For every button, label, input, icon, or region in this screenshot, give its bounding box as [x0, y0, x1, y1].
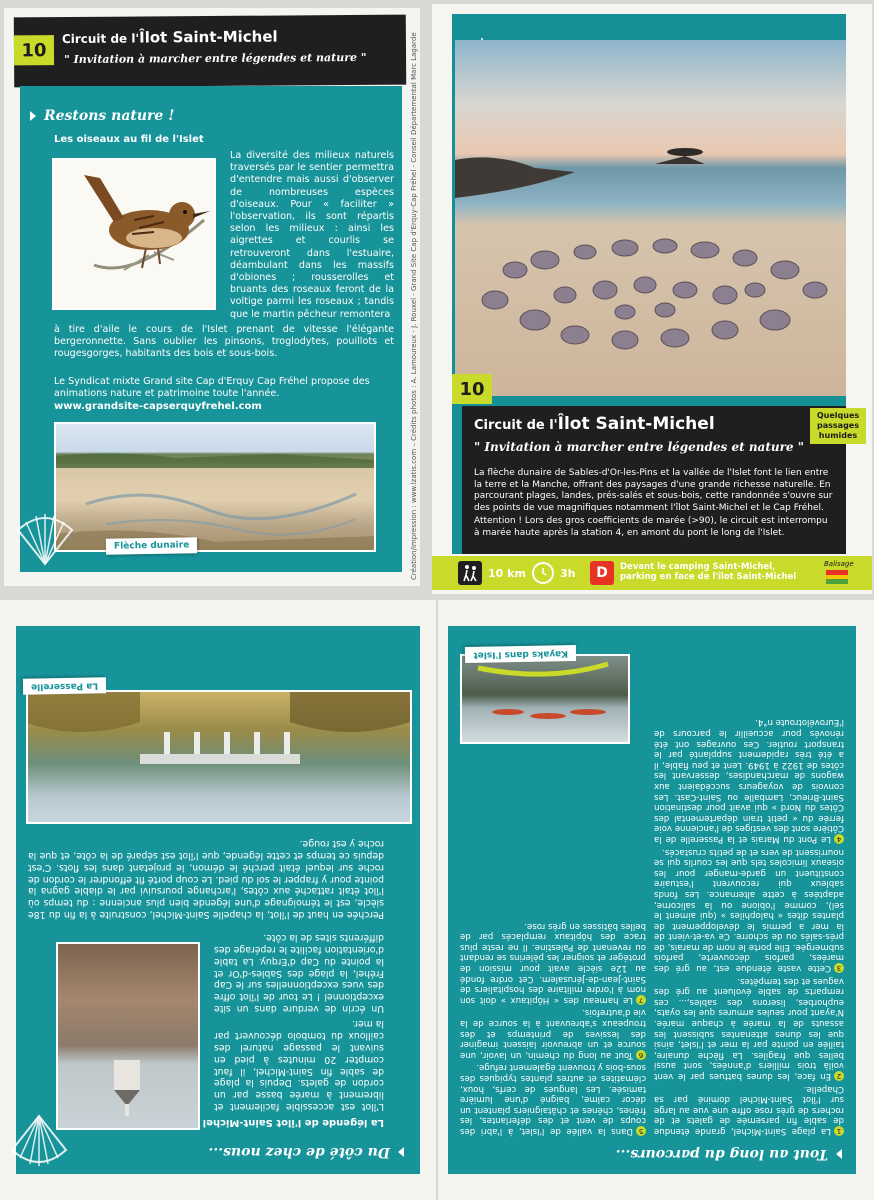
- arrow-right-icon: [836, 1149, 842, 1159]
- clock-icon: [532, 562, 554, 584]
- passerelle-caption: La Passerelle: [23, 677, 106, 694]
- stop-5-marker: 5: [636, 1126, 646, 1136]
- top-right-cover-panel: [452, 14, 860, 554]
- river-channels-icon: [56, 424, 376, 552]
- stop-1-marker: 1: [834, 1126, 844, 1136]
- legend-paragraph-3: Perchée en haut de l'îlot, la chapelle Saint-Michel, construite à la fin du 18e siècle, est le témoignage d'une légende bien plus ancienne : du temps où l'îlot était rattaché aux côtes, l'archange poursuivi par le diable gagna la pointe pour y frapper le sol du pied. Le coup porté fit effondrer le cordon de roche sur lequel était perché le démon, le projetant dans les flots. C'est depuis ce temps et cette légende, que l'îlot est séparé de la côte, et que la roche y est rouge.: [28, 838, 384, 920]
- scallop-shell-icon: [8, 1114, 70, 1170]
- birds-paragraph-bottom: à tire d'aile le cours de l'Islet prenant de vitesse l'élégante bergeronnette. Sans oublier les pinsons, troglodytes, pouillots et rougesgorges, habitants des bois et sous-bois.: [54, 324, 394, 360]
- humid-passages-badge: Quelques passages humides: [810, 408, 866, 444]
- birds-paragraph-right: La diversité des milieux naturels traversés par le sentier permettra d'entendre mais aussi d'observer de nombreuses espèces d'oiseaux. Pour « faciliter » l'observation, ils sont répartis selon les milieux : ainsi les aigrettes et courlis se retrouveront dans l'estuaire, déambulant dans les massifs d'obiones ; rousserolles et bruants des roseaux feront de la voltige parmi les roseaux ; tandis que le martin pêcheur remontera: [230, 150, 394, 320]
- legend-paragraph-1: L'îlot est accessible facilement et librement à marée basse par un cordon de galets. Depuis la plage de sable fin Saint-Michel, il faut compter 20 minutes à pied en suivant le passage naturel des cailloux du tombolo découvert par la mer.: [214, 1018, 384, 1112]
- arrow-right-icon: [30, 111, 36, 121]
- chapel-icon: [56, 942, 198, 1128]
- passerelle-photo: [26, 690, 412, 824]
- subheading-oiseaux: Les oiseaux au fil de l'Islet: [54, 134, 204, 145]
- stop-3-marker: 3: [834, 963, 844, 973]
- top-right-title-band: [462, 406, 846, 554]
- footbridge-icon: [26, 690, 410, 822]
- chapel-photo: [56, 942, 200, 1130]
- balisage-marker: [826, 570, 848, 584]
- legend-paragraph-2: Un écrin de verdure dans un site exceptionnel ! Le tour de l'îlot offre des vues exceptionnelles sur le Cap Fréhel, la plage des Sables-d'Or et la pointe du Cap d'Erquy. La table d'orientation facilite le repérage des différents sites de la côte.: [214, 932, 384, 1014]
- distance-value: 10 km: [488, 567, 526, 580]
- stop-4-marker: 4: [834, 834, 844, 844]
- stop-6: 6Tout au long du chemin, un lavoir, une source et un abreuvoir laissent imaginer des lessives de printemps et des troupeaux s'abreuvant à la source de la vie d'autrefois.: [460, 1007, 646, 1060]
- stop-1: 1La plage Saint-Michel, grande étendue de sable fin parsemée de galets et de rochers de grès rose offre une vue au large sur l'îlot Saint-Michel dominé par sa Chapelle.: [654, 1083, 844, 1136]
- kayaks-photo: [460, 654, 630, 744]
- syndicat-paragraph: Le Syndicat mixte Grand site Cap d'Erquy Cap Fréhel propose des animations nature et patrimoine toute l'année.: [54, 376, 370, 400]
- bottom-right-content-panel: [448, 626, 856, 1174]
- stop-7-marker: 7: [636, 995, 646, 1005]
- duration-value: 3h: [560, 567, 576, 580]
- section-title-restons-nature: Restons nature !: [30, 108, 174, 124]
- hikers-icon: [458, 561, 482, 585]
- stop-4: 4Le Pont du Marais et la Passerelle de la Côtière sont des vestiges de l'ancienne voie ferrée du « petit train départemental des Côtes du Nord » qui avait pour destination Saint-Brieuc, Lamballe ou Saint-Cast. Les convois de voyageurs succédaient aux wagons de marchandises, desservant les côtes de 1922 à 1949. Lent et peu fiable, il a été très rapidement supplanté par le transport routier. Ces ouvrages ont été rénovés pour accueillir le parcours de l'Eurovélotroute n°4.: [654, 717, 844, 844]
- stone-circles-icon: [455, 40, 846, 396]
- bottom-left-content-panel: [16, 626, 420, 1174]
- website-link[interactable]: www.grandsite-capserquyfrehel.com: [54, 401, 262, 412]
- start-point-text: Devant le camping Saint-Michel, parking en face de l'îlot Saint-Michel: [620, 562, 797, 582]
- balisage-stripe-green: [826, 579, 848, 584]
- cover-title: Circuit de l'Îlot Saint-Michel: [474, 414, 715, 434]
- arrow-right-icon: [398, 1147, 404, 1157]
- stop-3: 3Cette vaste étendue est, au gré des marées, parfois découverte, parfois submergée. Elle porte le nom de marais, de prés-salés ou de schorre. Ce va-et-vient de la mer a permis le développement de plantes dites « halophiles » (qui aiment le sel), comme l'obione ou la salicorne, adaptées à cette alternance. Les fonds sableux qui recouvrent l'estuaire constituent un garde-manger pour les oiseaux limicoles tels que les courlis qui se nourrissent de vers et de petits crustacés.: [654, 846, 844, 974]
- balisage-label: Balisage: [824, 560, 854, 568]
- top-left-title: Circuit de l'Îlot Saint-Michel: [61, 27, 278, 47]
- section-title-tout-au-long: Tout au long du parcours...: [616, 1146, 842, 1162]
- stop-5: 5Dans la vallée de l'Islet, à l'abri des coups de vent et des déferlantes, les frênes, chênes et châtaigniers plantent un décor calme, baigné d'une lumière tamisée. Les langues de cerfs, houx, clématites et autres plantes typiques des sous-bois y trouvent également refuge.: [460, 1062, 646, 1136]
- cover-subtitle: " Invitation à marcher entre légendes et nature ": [474, 440, 804, 454]
- kayaks-icon: [460, 654, 628, 742]
- top-left-subtitle: " Invitation à marcher entre légendes et nature ": [64, 50, 367, 67]
- fleche-dunaire-caption: Flèche dunaire: [106, 537, 198, 555]
- subheading-legende: La légende de l'îlot Saint-Michel: [202, 1117, 384, 1128]
- section-title-du-cote: Du côté de chez nous...: [208, 1144, 404, 1160]
- stop-7: 7Le hameau des « Hôpitaux » doit son nom à l'ordre militaire des hospitaliers de Saint-Jean-de-Jérusalem. Cet ordre fondé au 12e siècle avait pour mission de protéger et soigner les pèlerins se rendant ou revenant de Palestine. Il ne reste plus trace des hôpitaux remplacés par de belles bâtisses en grès rose.: [460, 920, 646, 1005]
- stop-2: 2En face, les dunes battues par le vent voilà trois milliers d'années, sont aussi belles que fragiles. La flèche dunaire, taillée en pointe par la mer et l'Islet, ainsi que les dunes attenantes subissent les assauts de la marée à chaque marée. N'ayant pour seules armures que les oyats, euphorbes, liserons des sables,... ces remparts de sable évoluent au gré des vagues et des tempêtes.: [654, 975, 844, 1082]
- stops-column-right: [460, 918, 646, 1136]
- wren-illustration: [52, 158, 216, 310]
- dune-photo: [54, 422, 376, 552]
- start-point-icon: D: [590, 561, 614, 585]
- stop-2-marker: 2: [834, 1071, 844, 1081]
- scallop-shell-icon: [14, 510, 76, 566]
- cover-warning: Attention ! Lors des gros coefficients de marée (>90), le circuit est interrompu à marée haute après la station 4, en amont du pont le long de l'Islet.: [474, 516, 828, 538]
- route-info-bar: [432, 556, 872, 590]
- beach-stones-photo: [455, 40, 846, 396]
- kayaks-caption: Kayaks dans l'Islet: [465, 645, 576, 663]
- stop-6-marker: 6: [636, 1050, 646, 1060]
- route-number-badge: 10: [14, 35, 54, 65]
- route-number-badge: 10: [452, 374, 492, 404]
- cover-intro: La flèche dunaire de Sables-d'Or-les-Pins et la vallée de l'Islet font le lien entre la terre et la Manche, offrant des paysages d'une grande richesse naturelle. En parcourant plages, landes, prés-salés et sous-bois, cette randonnée s'ouvre sur des points de vue magnifiques notamment l'îlot Saint-Michel et le Cap Fréhel.: [474, 468, 833, 513]
- stops-column-left: [654, 715, 844, 1136]
- wren-bird-icon: [54, 160, 214, 308]
- spine-credits: Création/impression : www.lzatis.com – Crédits photos : A. Lamoureux - J. Rouxel - Grand Site Cap d'Erquy-Cap Fréhel - Conseil Départemental Marc Lagarde: [410, 32, 418, 580]
- top-left-content-panel: [20, 86, 402, 572]
- top-left-title-band: [14, 15, 406, 88]
